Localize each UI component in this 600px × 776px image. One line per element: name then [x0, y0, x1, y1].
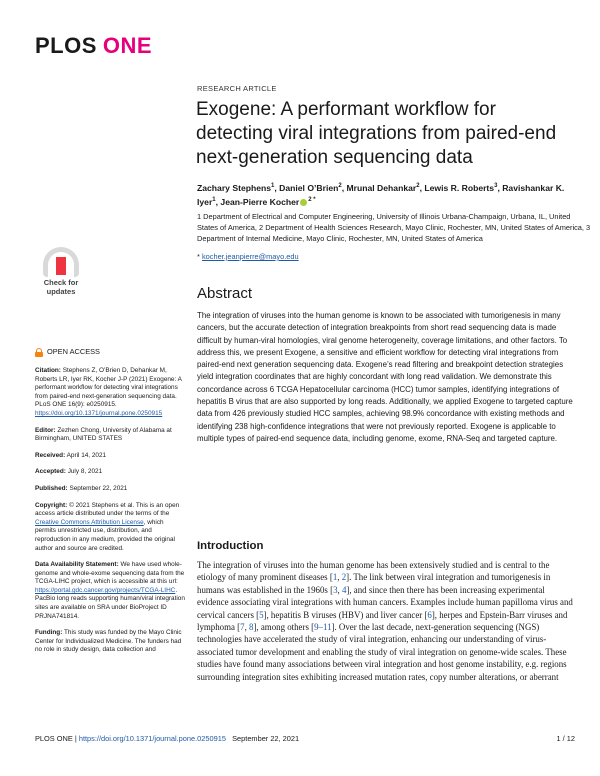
crossmark-bookmark-icon: [56, 257, 66, 275]
author-name: Ravishankar K. Iyer: [197, 182, 565, 207]
crossmark-label: [33, 278, 89, 296]
data-availability-text-1: We have used whole-genome and whole-exome sequencing data from the TCGA-LIHC project, which is accessible at this url:: [35, 561, 185, 586]
copyright: [35, 502, 185, 554]
author-separator: ,: [419, 182, 425, 193]
accepted-date: July 8, 2021: [67, 468, 103, 476]
published-date: September 22, 2021: [69, 484, 128, 492]
author-separator: ,: [274, 182, 280, 193]
author-affiliation-marker: 1: [271, 183, 275, 189]
crossmark-line2: updates: [46, 287, 76, 296]
editor-label: Editor:: [35, 426, 56, 434]
author-list: [197, 180, 587, 208]
article-sidebar: [35, 348, 185, 663]
author-name: Daniel O’Brien: [279, 182, 339, 193]
intro-text-segment: ,: [244, 622, 250, 633]
article-title: Exogene: A performant workflow for detecting viral integrations from paired-end next-generation sequencing data: [196, 99, 557, 168]
corresponding-email: [197, 252, 299, 261]
reference-link[interactable]: 5: [259, 609, 264, 620]
intro-text-segment: ], herpes and Epstein-Barr viruses and lymphoma [: [197, 609, 568, 633]
footer-separator: |: [72, 734, 79, 743]
reference-link[interactable]: 7: [240, 622, 245, 633]
accepted: [35, 468, 185, 477]
received: [35, 452, 185, 461]
intro-text-segment: ,: [337, 584, 342, 595]
footer-left: [35, 734, 299, 743]
editor-text: Zezhen Chong, University of Alabama at Birmingham, UNITED STATES: [35, 426, 172, 443]
reference-link[interactable]: 8: [249, 622, 254, 633]
published-label: Published:: [35, 484, 68, 492]
published: [35, 485, 185, 494]
introduction-heading: Introduction: [197, 540, 264, 552]
intro-text-segment: The integration of viruses into the human genome has been extensively studied and is central to the etiology of many prominent diseases [: [197, 560, 550, 583]
data-availability: [35, 561, 185, 621]
intro-text-segment: ]. The link between viral integration and tumorigenesis in humans was established in the 1960s [: [197, 572, 551, 595]
copyright-text-2: , which permits unrestricted use, distribution, and reproduction in any medium, provided the original author and source are credited.: [35, 518, 175, 552]
intro-text-segment: ]. Over the last decade, next-generation sequencing (NGS) technologies have accelerated the study of viral integration, enhancing our understanding of virus-associated tumor development and enabling the study of viral integration on genome-wide scales. These studies have found many associations between viral integration and host genome instability, e.g. regions surrounding integration sites exhibiting increased mutation rates, copy number alterations, or aberrant: [197, 622, 567, 682]
intro-text-segment: ], among others [: [253, 622, 315, 633]
copyright-label: Copyright:: [35, 501, 68, 509]
citation-doi-link[interactable]: https://doi.org/10.1371/journal.pone.0250915: [35, 409, 163, 417]
reference-link[interactable]: 2: [341, 572, 347, 583]
open-lock-icon: [35, 348, 43, 357]
author-name: Mrunal Dehankar: [346, 182, 417, 193]
accepted-label: Accepted:: [35, 468, 66, 476]
citation: [35, 367, 185, 419]
author-affiliation-marker: 2: [338, 183, 342, 189]
abstract-text: The integration of viruses into the human genome is known to be associated with tumorigenesis in many cancers, but the accurate detection of integration breakpoints from short read sequencing data is made difficult by human-viral homologies, viral genome heterogeneity, coverage limitations, and other factors. To address this, we present Exogene, a sensitive and efficient workflow for detecting viral integrations from paired-end next generation sequencing data. Exogene’s read filtering and breakpoint detection strategies yield integration coordinates that are highly concordant with long read validation. We demonstrate this concordance across 6 TCGA Hepatocellular carcinoma (HCC) tumor samples, identifying integrations of hepatitis B virus that are also supported by long reads. Additionally, we applied Exogene to targeted capture data from 426 previously studied HCC samples, achieving 98.9% concordance with existing methods and identifying 238 high-confidence integrations that were not previously reported. Exogene is applicable to multiple types of paired-end sequence data, including genome, exome, RNA-Seq and targeted capture.: [197, 311, 573, 443]
author-separator: ,: [215, 196, 221, 207]
copyright-text-1: © 2021 Stephens et al. This is an open access article distributed under the terms of the: [35, 501, 180, 518]
footer-doi-link[interactable]: https://doi.org/10.1371/journal.pone.0250915: [78, 734, 226, 743]
data-availability-text-2: . PacBio long reads supporting human/viral integration sites are available on SRA under BioProject ID PRJNA741814.: [35, 586, 185, 620]
funding-label: Funding:: [35, 629, 63, 637]
author-name: Zachary Stephens: [197, 182, 272, 193]
journal-logo[interactable]: [35, 33, 152, 59]
email-star: *: [197, 252, 200, 261]
footer-journal: PLOS ONE: [35, 734, 73, 743]
affiliations: 1 Department of Electrical and Computer Engineering, University of Illinois Urbana-Champaign, Urbana, IL, United States of America, 2 Department of Health Sciences Research, Mayo Clinic, Rochester, MN, United States of America, 3 Department of Internal Medicine, Mayo Clinic, Rochester, MN, United States of America: [197, 212, 591, 243]
citation-label: Citation:: [35, 367, 61, 374]
author-affiliation-marker: 3: [494, 183, 498, 189]
intro-text-segment: ], and since then there has been increasing experimental evidence associating viral integrations with human cancers. Examples include human papilloma virus and cervical cancers [: [197, 584, 573, 620]
article-type: RESEARCH ARTICLE: [197, 84, 277, 93]
citation-text: Stephens Z, O’Brien D, Dehankar M, Roberts LR, Iyer RK, Kocher J-P (2021) Exogene: A performant workflow for detecting viral integrations from paired-end next-generation sequencing data. PLoS ONE 16(9): e0250915.: [35, 367, 182, 409]
author-separator: ,: [341, 182, 347, 193]
logo-plos: PLOS: [35, 33, 97, 58]
reference-link[interactable]: 1: [332, 572, 338, 583]
reference-link[interactable]: 9–11: [314, 622, 332, 633]
reference-link[interactable]: 4: [341, 584, 347, 595]
intro-text-segment: ], hepatitis B viruses (HBV) and liver cancer [: [263, 609, 428, 620]
abstract-heading: Abstract: [197, 285, 253, 302]
footer-date: September 22, 2021: [232, 734, 300, 743]
author-name: Lewis R. Roberts: [424, 182, 495, 193]
orcid-icon[interactable]: [300, 199, 307, 206]
email-link[interactable]: kocher.jeanpierre@mayo.edu: [201, 252, 299, 261]
funding-text: This study was funded by the Mayo Clinic Center for Individualized Medicine. The funders had no role in study design, data collection and: [35, 629, 182, 654]
author-affiliation-marker: 2: [416, 183, 420, 189]
author-name: Jean-Pierre Kocher: [220, 196, 300, 207]
page-footer: [35, 734, 575, 743]
crossmark-line1: Check for: [43, 278, 79, 287]
check-for-updates-badge[interactable]: [33, 247, 89, 303]
funding: [35, 629, 185, 655]
author-affiliation-marker: 1: [212, 196, 216, 203]
received-date: April 14, 2021: [66, 451, 107, 459]
open-access-badge: [35, 348, 185, 357]
license-link[interactable]: Creative Commons Attribution License: [35, 518, 144, 526]
reference-link[interactable]: 6: [427, 609, 432, 620]
page-number: 1 / 12: [556, 734, 575, 743]
reference-link[interactable]: 3: [333, 584, 338, 595]
logo-one: ONE: [102, 33, 153, 58]
received-label: Received:: [35, 451, 66, 459]
introduction-text: [197, 559, 573, 683]
intro-text-segment: ,: [337, 572, 342, 583]
open-access-label: OPEN ACCESS: [47, 347, 100, 357]
author-separator: ,: [497, 182, 503, 193]
author-affiliation-marker: 2 *: [308, 196, 316, 203]
editor: [35, 427, 185, 444]
data-availability-label: Data Availability Statement:: [35, 561, 119, 569]
data-portal-link[interactable]: https://portal.gdc.cancer.gov/projects/TCGA-LIHC: [35, 586, 176, 594]
